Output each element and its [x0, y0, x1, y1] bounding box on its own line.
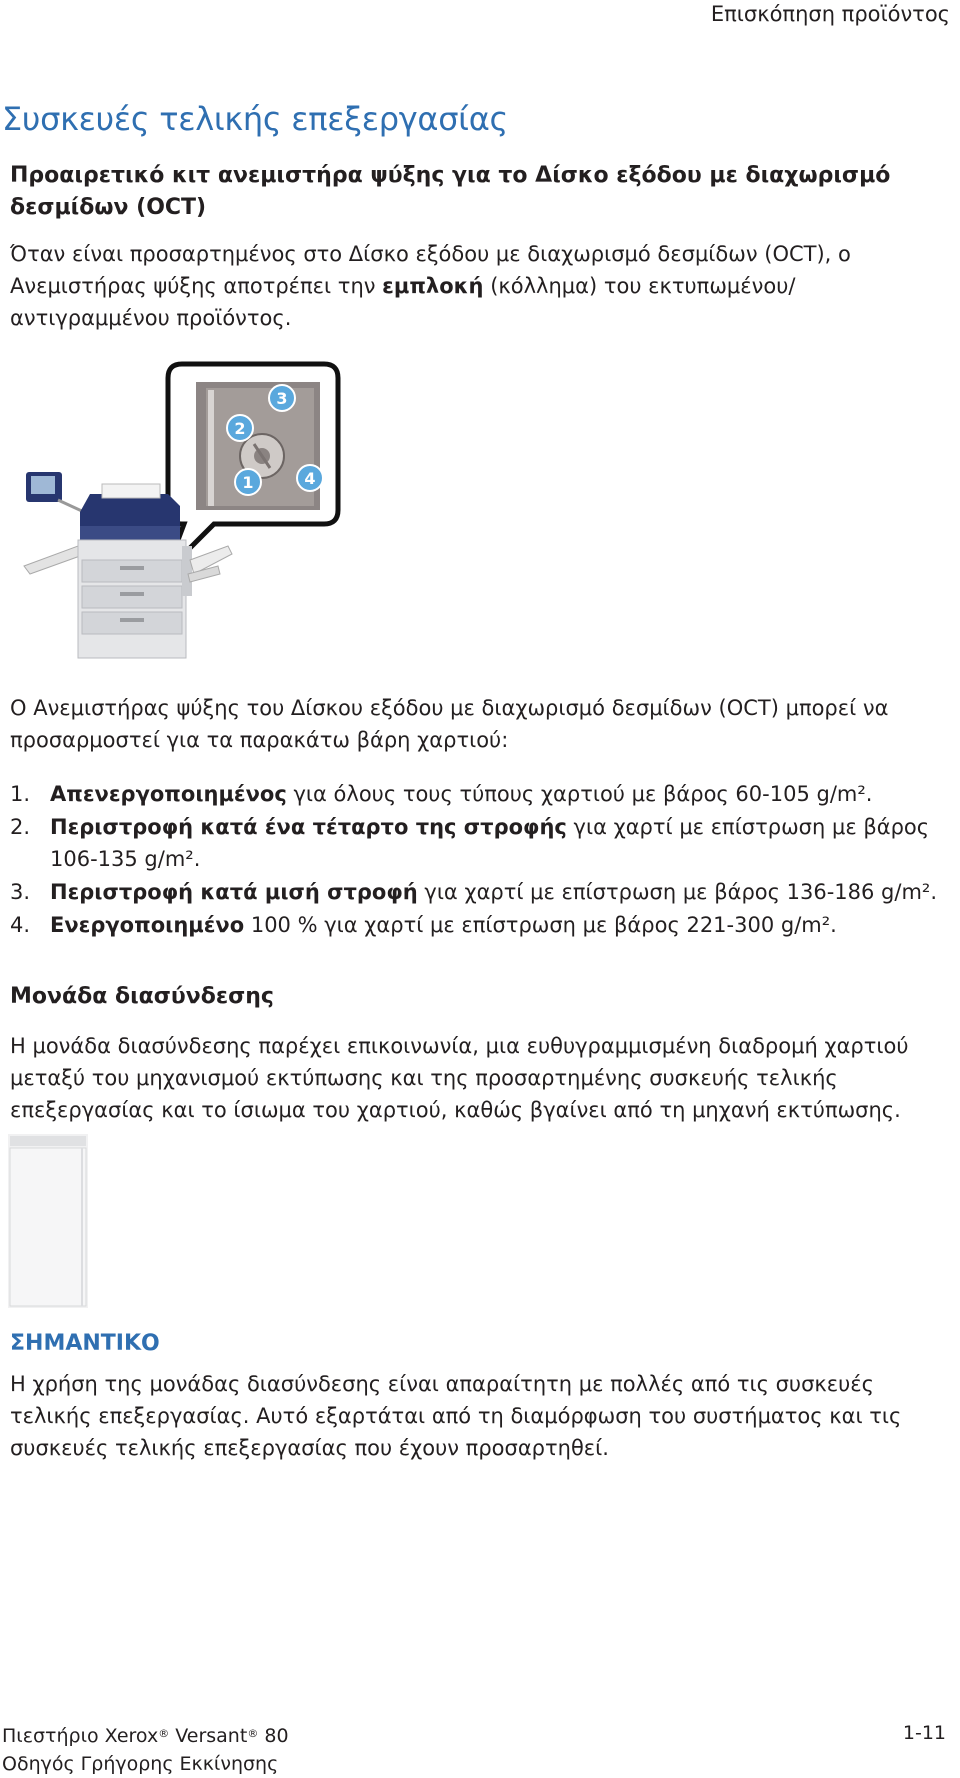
oct-settings-intro: Ο Ανεμιστήρας ψύξης του Δίσκου εξόδου με διαχωρισμό δεσμίδων (OCT) μπορεί να προσαρμοστεί για τα παρακάτω βάρη χαρτιού:: [10, 696, 889, 752]
fan-settings-list: [10, 778, 950, 942]
callout-2-label: 2: [234, 419, 246, 438]
list-item: 4. Ενεργοποιημένο 100 % για χαρτί με επίστρωση με βάρος 221-300 g/m².: [10, 913, 837, 937]
callout-3-label: 3: [276, 389, 288, 408]
printer-with-fan-illustration: [18, 360, 348, 660]
callout-1-icon: [235, 469, 261, 495]
callout-3-icon: [269, 385, 295, 411]
list-item: 3. Περιστροφή κατά μισή στροφή για χαρτί με επίστρωση με βάρος 136-186 g/m².: [10, 880, 938, 904]
important-body: Η χρήση της μονάδας διασύνδεσης είναι απαραίτητη με πολλές από τις συσκευές τελικής επεξεργασίας. Αυτό εξαρτάται από τη διαμόρφωση του συστήματος και τις συσκευές τελικής επεξεργασίας που έχουν προσαρτηθεί.: [10, 1372, 902, 1460]
callout-2-icon: [227, 415, 253, 441]
interface-heading: Μονάδα διασύνδεσης: [10, 984, 274, 1009]
list-item: 2. Περιστροφή κατά ένα τέταρτο της στροφής για χαρτί με επίστρωση με βάρος 106-135 g/m².: [10, 815, 930, 871]
footer-product-name: Πιεστήριο Xerox® Versant® 80: [2, 1725, 289, 1747]
oct-heading: Προαιρετικό κιτ ανεμιστήρα ψύξης για το Δίσκο εξόδου με διαχωρισμό δεσμίδων (OCT): [10, 163, 891, 220]
list-item: 1. Απενεργοποιημένος για όλους τους τύπους χαρτιού με βάρος 60-105 g/m².: [10, 782, 873, 806]
interface-body: Η μονάδα διασύνδεσης παρέχει επικοινωνία, μια ευθυγραμμισμένη διαδρομή χαρτιού μεταξύ του μηχανισμού εκτύπωσης και της προσαρτημένης συσκευής τελικής επεξεργασίας και το ίσιωμα του χαρτιού, καθώς βγαίνει από τη μηχανή εκτύπωσης.: [10, 1034, 909, 1122]
callout-4-icon: [297, 465, 323, 491]
page-number: 1-11: [902, 1722, 946, 1744]
interface-module-image: [8, 1134, 88, 1308]
footer-guide-name: Οδηγός Γρήγορης Εκκίνησης: [2, 1753, 279, 1775]
footer-product: [2, 1722, 289, 1778]
important-label: ΣΗΜΑΝΤΙΚΟ: [10, 1331, 160, 1356]
section-title: Συσκευές τελικής επεξεργασίας: [2, 100, 508, 138]
running-header: Επισκόπηση προϊόντος: [710, 2, 950, 26]
callout-4-label: 4: [304, 469, 316, 488]
oct-intro: Όταν είναι προσαρτημένος στο Δίσκο εξόδου με διαχωρισμό δεσμίδων (OCT), ο Ανεμιστήρας ψύξης αποτρέπει την εμπλοκή (κόλλημα) του εκτυπωμένου/αντιγραμμένου προϊόντος.: [10, 242, 851, 330]
callout-1-label: 1: [242, 473, 254, 492]
